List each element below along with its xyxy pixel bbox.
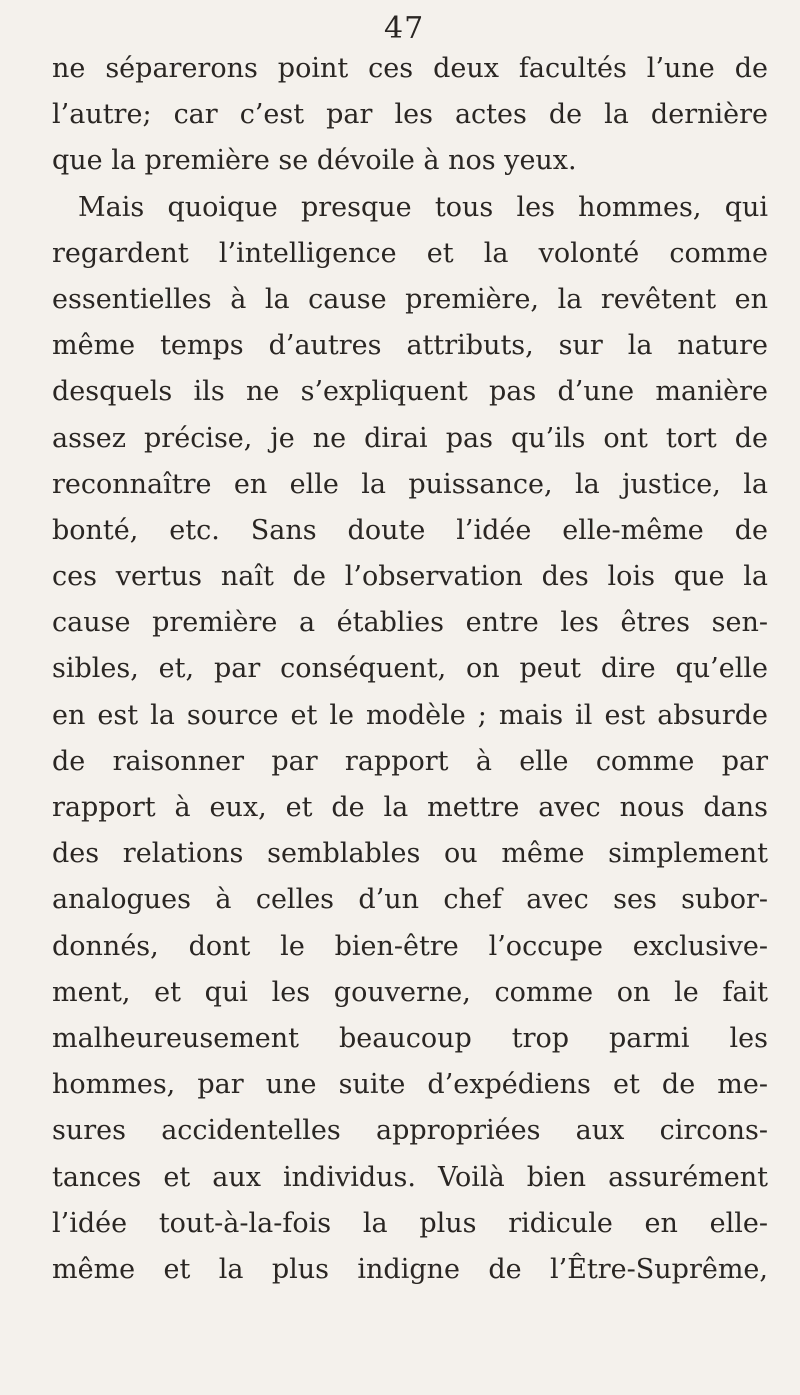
text-line-26: l’idée tout-à-la-fois la plus ridicule en elle- — [52, 1207, 768, 1239]
text-line-13: cause première a établies entre les êtres sen- — [52, 607, 768, 639]
text-line-24: sures accidentelles appropriées aux circons- — [52, 1115, 768, 1147]
text-line-1: ne séparerons point ces deux facultés l’une de — [52, 53, 768, 84]
text-line-17: rapport à eux, et de la mettre avec nous dans — [52, 792, 768, 823]
text-line-12: ces vertus naît de l’observation des lois que la — [52, 561, 768, 593]
text-line-21: ment, et qui les gouverne, comme on le fait — [52, 976, 768, 1008]
text-line-5: regardent l’intelligence et la volonté comme — [52, 237, 768, 269]
text-line-7: même temps d’autres attributs, sur la nature — [52, 330, 768, 362]
text-line-4: Mais quoique presque tous les hommes, qui — [78, 191, 768, 223]
text-line-2: l’autre; car c’est par les actes de la dernière — [52, 99, 768, 131]
text-line-11: bonté, etc. Sans doute l’idée elle-même de — [52, 514, 768, 546]
text-line-16: de raisonner par rapport à elle comme par — [52, 745, 768, 777]
text-line-19: analogues à celles d’un chef avec ses subor- — [52, 884, 768, 916]
text-line-18: des relations semblables ou même simplement — [52, 838, 768, 870]
text-line-14: sibles, et, par conséquent, on peut dire qu’elle — [52, 653, 768, 685]
text-line-27: même et la plus indigne de l’Être-Suprême, — [52, 1253, 768, 1285]
text-line-15: en est la source et le modèle ; mais il est absurde — [52, 699, 768, 731]
text-line-25: tances et aux individus. Voilà bien assurément — [52, 1161, 768, 1193]
text-line-8: desquels ils ne s’expliquent pas d’une manière — [52, 376, 768, 408]
text-line-20: donnés, dont le bien-être l’occupe exclusive- — [52, 930, 768, 962]
page-number: 47 — [384, 11, 425, 46]
text-line-23: hommes, par une suite d’expédiens et de me- — [52, 1069, 768, 1101]
text-line-6: essentielles à la cause première, la revêtent en — [52, 283, 768, 315]
text-line-3: que la première se dévoile à nos yeux. — [52, 145, 577, 177]
text-line-9: assez précise, je ne dirai pas qu’ils ont tort de — [52, 422, 768, 454]
text-line-22: malheureusement beaucoup trop parmi les — [52, 1022, 768, 1054]
text-line-10: reconnaître en elle la puissance, la justice, la — [52, 468, 768, 500]
body-text — [52, 46, 768, 1293]
